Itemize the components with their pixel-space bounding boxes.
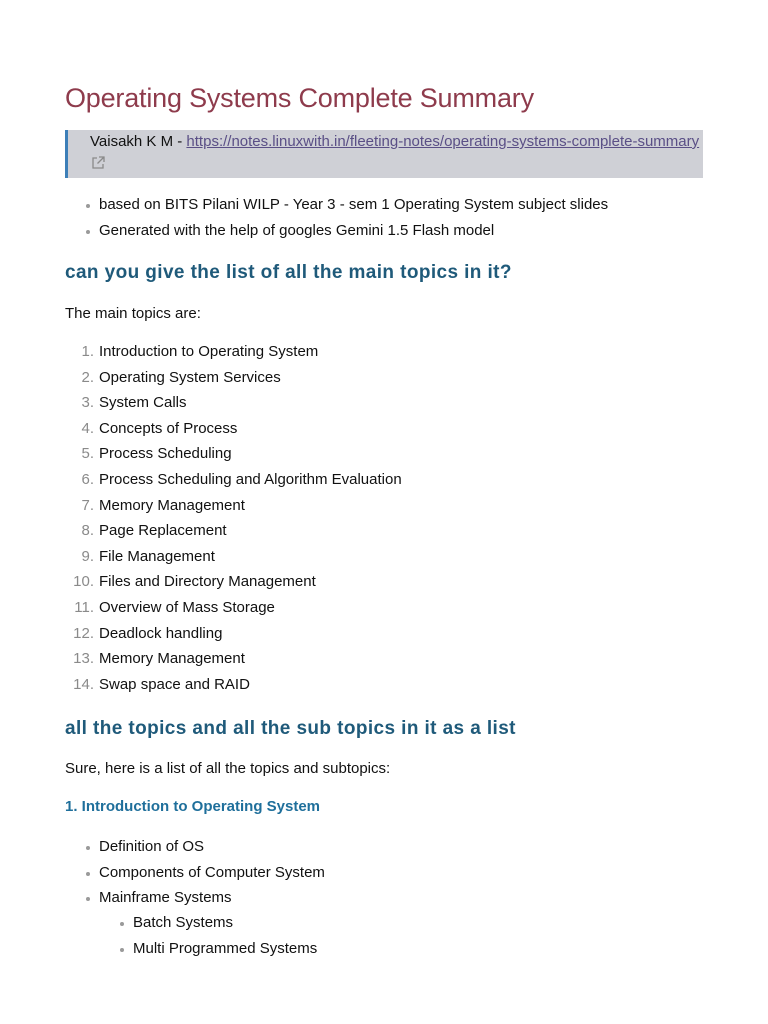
list-number: 2.: [81, 368, 94, 386]
section-heading-all-topics: all the topics and all the sub topics in it as a list: [65, 718, 516, 739]
list-item: Components of Computer System: [65, 864, 325, 890]
list-item-text: Swap space and RAID: [99, 675, 250, 693]
list-number: 6.: [81, 470, 94, 488]
list-item: [65, 676, 402, 702]
list-item-text: Page Replacement: [99, 522, 227, 540]
source-link[interactable]: https://notes.linuxwith.in/fleeting-notes/operating-systems-complete-summary: [186, 133, 700, 150]
list-item: Generated with the help of googles Gemini 1.5 Flash model: [65, 222, 608, 248]
list-number: 13.: [73, 650, 94, 668]
list-item-text: Process Scheduling and Algorithm Evaluation: [99, 470, 402, 488]
list-number: 7.: [81, 496, 94, 514]
list-number: 4.: [81, 419, 94, 437]
author-name: Vaisakh K M -: [90, 133, 187, 150]
list-item-text: Memory Management: [99, 496, 245, 514]
list-item: [65, 497, 402, 523]
page-title: Operating Systems Complete Summary: [65, 83, 534, 113]
list-item: based on BITS Pilani WILP - Year 3 - sem 1 Operating System subject slides: [65, 196, 608, 222]
list-number: 10.: [73, 573, 94, 591]
list-item: Multi Programmed Systems: [65, 940, 317, 966]
list-item: [65, 369, 402, 395]
list-item: [65, 471, 402, 497]
list-item-text: Overview of Mass Storage: [99, 598, 275, 616]
subsection-heading: 1. Introduction to Operating System: [65, 798, 321, 815]
section-intro: The main topics are:: [65, 305, 201, 322]
main-topics-list: [65, 343, 402, 701]
list-number: 14.: [73, 675, 94, 693]
list-number: 9.: [81, 547, 94, 565]
list-number: 8.: [81, 522, 94, 540]
list-number: 5.: [81, 445, 94, 463]
list-item-text: File Management: [99, 547, 215, 565]
list-item: [65, 343, 402, 369]
list-item-text: Files and Directory Management: [99, 573, 316, 591]
list-item: [65, 420, 402, 446]
list-item: Definition of OS: [65, 838, 325, 864]
intro-bullet-list: [65, 196, 608, 247]
list-item-text: Concepts of Process: [99, 419, 238, 437]
section-heading-main-topics: can you give the list of all the main topics in it?: [65, 262, 512, 283]
external-link-icon[interactable]: [90, 155, 106, 171]
nested-bullet-list: [65, 914, 317, 965]
list-item: Batch Systems: [65, 914, 317, 940]
list-item: [65, 573, 402, 599]
list-item: Mainframe Systems: [65, 889, 325, 915]
list-item-text: Memory Management: [99, 650, 245, 668]
list-number: 12.: [73, 624, 94, 642]
list-item: [65, 445, 402, 471]
list-item-text: Operating System Services: [99, 368, 281, 386]
list-number: 3.: [81, 394, 94, 412]
list-item: [65, 522, 402, 548]
list-item-text: Introduction to Operating System: [99, 343, 319, 360]
list-item: [65, 548, 402, 574]
list-item: [65, 394, 402, 420]
source-callout: [65, 130, 703, 178]
section-intro: Sure, here is a list of all the topics and subtopics:: [65, 760, 391, 777]
list-item: [65, 650, 402, 676]
list-item-text: Process Scheduling: [99, 445, 232, 463]
list-item-text: System Calls: [99, 394, 187, 412]
list-item: [65, 599, 402, 625]
list-item-text: Deadlock handling: [99, 624, 223, 642]
list-item: [65, 625, 402, 651]
list-number: 1.: [81, 343, 94, 360]
list-number: 11.: [74, 598, 94, 616]
callout-text: [90, 133, 703, 152]
subtopic-bullet-list: [65, 838, 325, 915]
